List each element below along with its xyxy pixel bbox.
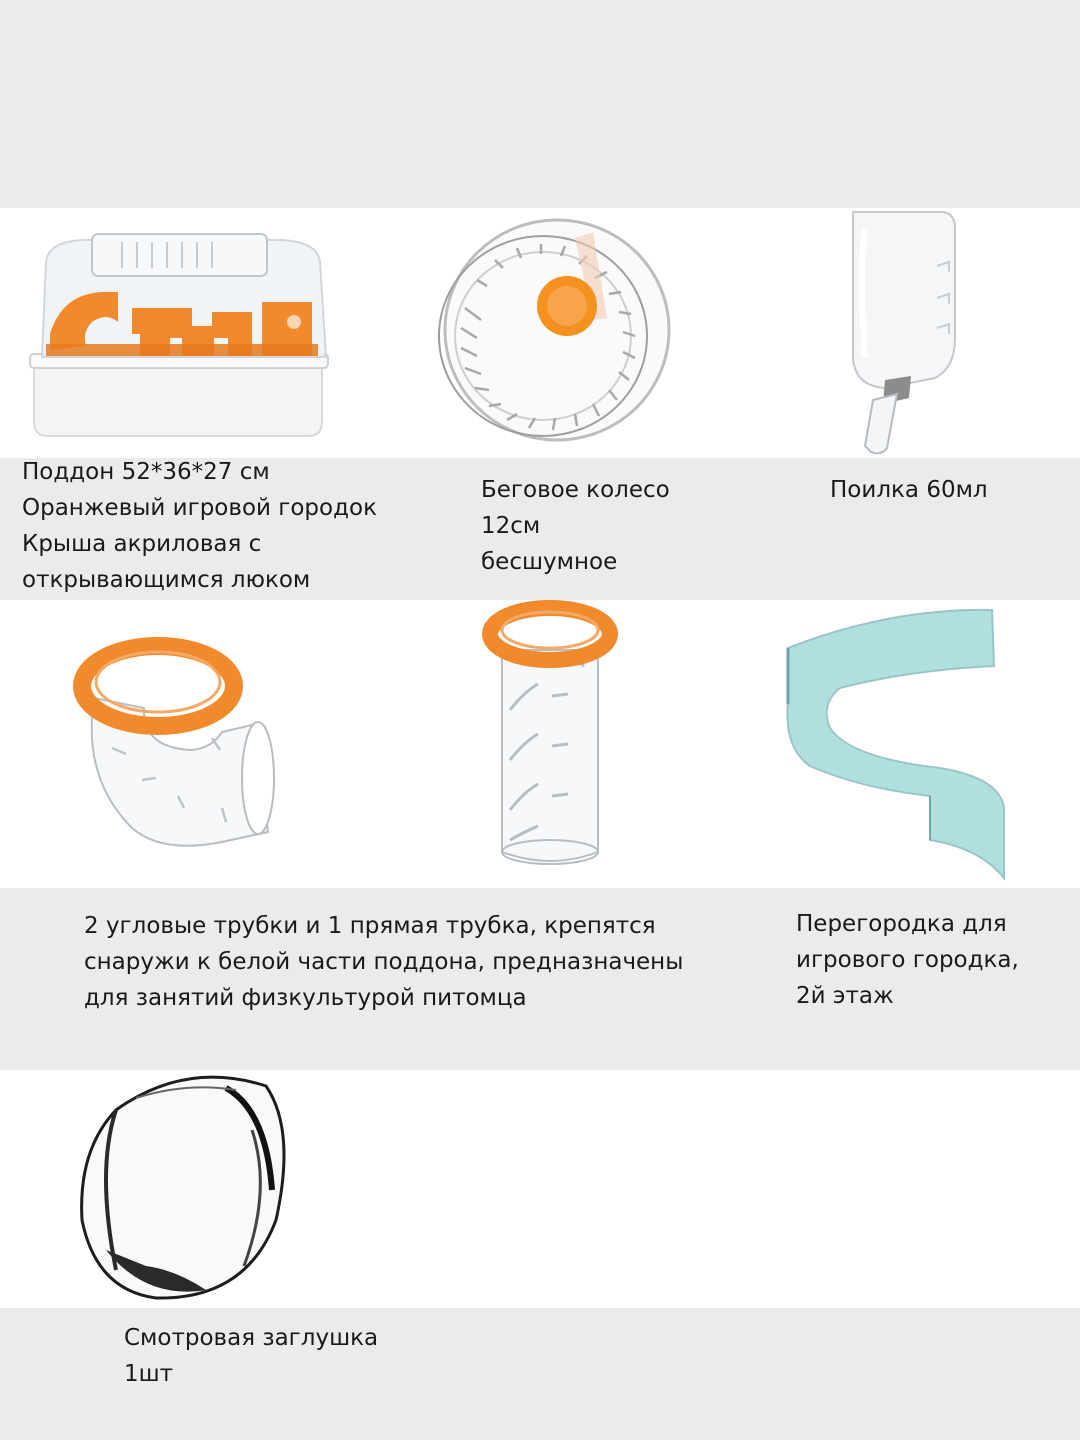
top-banner: [0, 0, 1080, 208]
straight-tube-icon: [480, 600, 620, 870]
corner-tube-icon: [72, 628, 282, 863]
bottle-caption: Поилка 60мл: [830, 477, 988, 503]
tray-caption: Поддон 52*36*27 см Оранжевый игровой городок Крыша акриловая с открывающимся люком: [22, 459, 377, 593]
cage-tray-icon: [22, 222, 342, 447]
tubes-caption: 2 угловые трубки и 1 прямая трубка, крепятся снаружи к белой части поддона, предназначены для занятий физкультурой питомца: [84, 913, 684, 1011]
running-wheel-icon: [425, 208, 675, 453]
viewing-cap-caption: Смотровая заглушка 1шт: [124, 1325, 379, 1387]
wheel-caption: Беговое колесо 12см бесшумное: [481, 477, 670, 575]
partition-icon: [780, 608, 1020, 883]
viewing-cap-icon: [76, 1070, 291, 1305]
water-bottle-icon: [825, 208, 965, 458]
partition-caption: Перегородка для игрового городка, 2й этаж: [796, 911, 1019, 1009]
